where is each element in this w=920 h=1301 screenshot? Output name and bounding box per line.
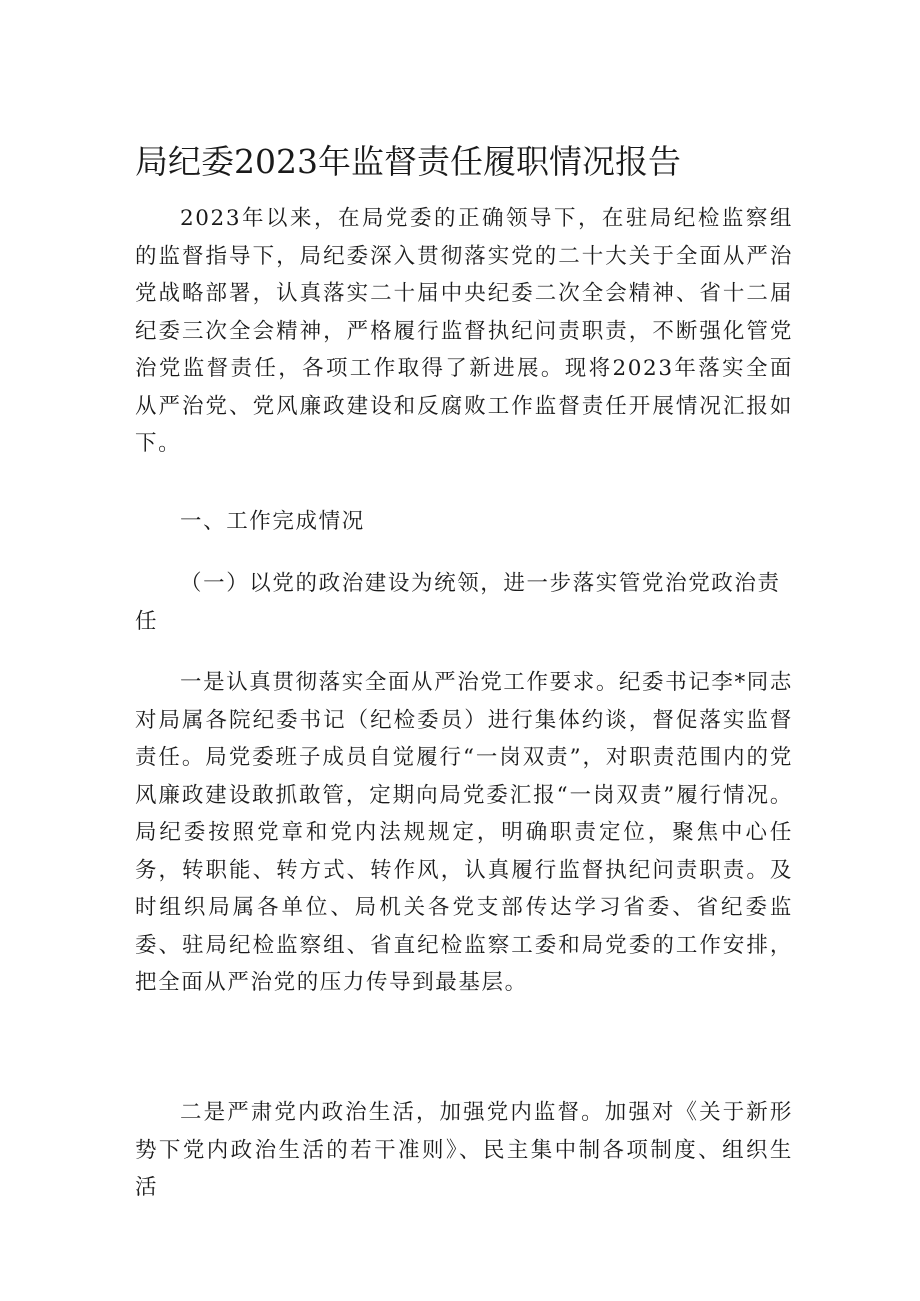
document-title: 局纪委2023年监督责任履职情况报告 [135,142,681,181]
paragraph-one: 一是认真贯彻落实全面从严治党工作要求。纪委书记李*同志对局属各院纪委书记（纪检委员）进行集体约谈，督促落实监督责任。局党委班子成员自觉履行“一岗双责”，对职责范围内的党风廉政建设敢抓敢管，定期向局党委汇报“一岗双责”履行情况。局纪委按照党章和党内法规规定，明确职责定位，聚焦中心任务，转职能、转方式、转作风，认真履行监督执纪问责职责。及时组织局属各单位、局机关各党支部传达学习省委、省纪委监委、驻局纪检监察组、省直纪检监察工委和局党委的工作安排，把全面从严治党的压力传导到最基层。 [135,670,793,995]
subsection-heading: （一）以党的政治建设为统领，进一步落实管党治党政治责任 [135,571,781,634]
intro-paragraph: 2023年以来，在局党委的正确领导下，在驻局纪检监察组的监督指导下，局纪委深入贯彻落实党的二十大关于全面从严治党战略部署，认真落实二十届中央纪委二次全会精神、省十二届纪委三次全会精神，严格履行监督执纪问责职责，不断强化管党治党监督责任，各项工作取得了新进展。现将2023年落实全面从严治党、党风廉政建设和反腐败工作监督责任开展情况汇报如下。 [135,206,793,456]
paragraph-two: 二是严肃党内政治生活，加强党内监督。加强对《关于新形势下党内政治生活的若干准则》、民主集中制各项制度、组织生活 [135,1100,793,1200]
section-heading: 一、工作完成情况 [180,509,365,534]
